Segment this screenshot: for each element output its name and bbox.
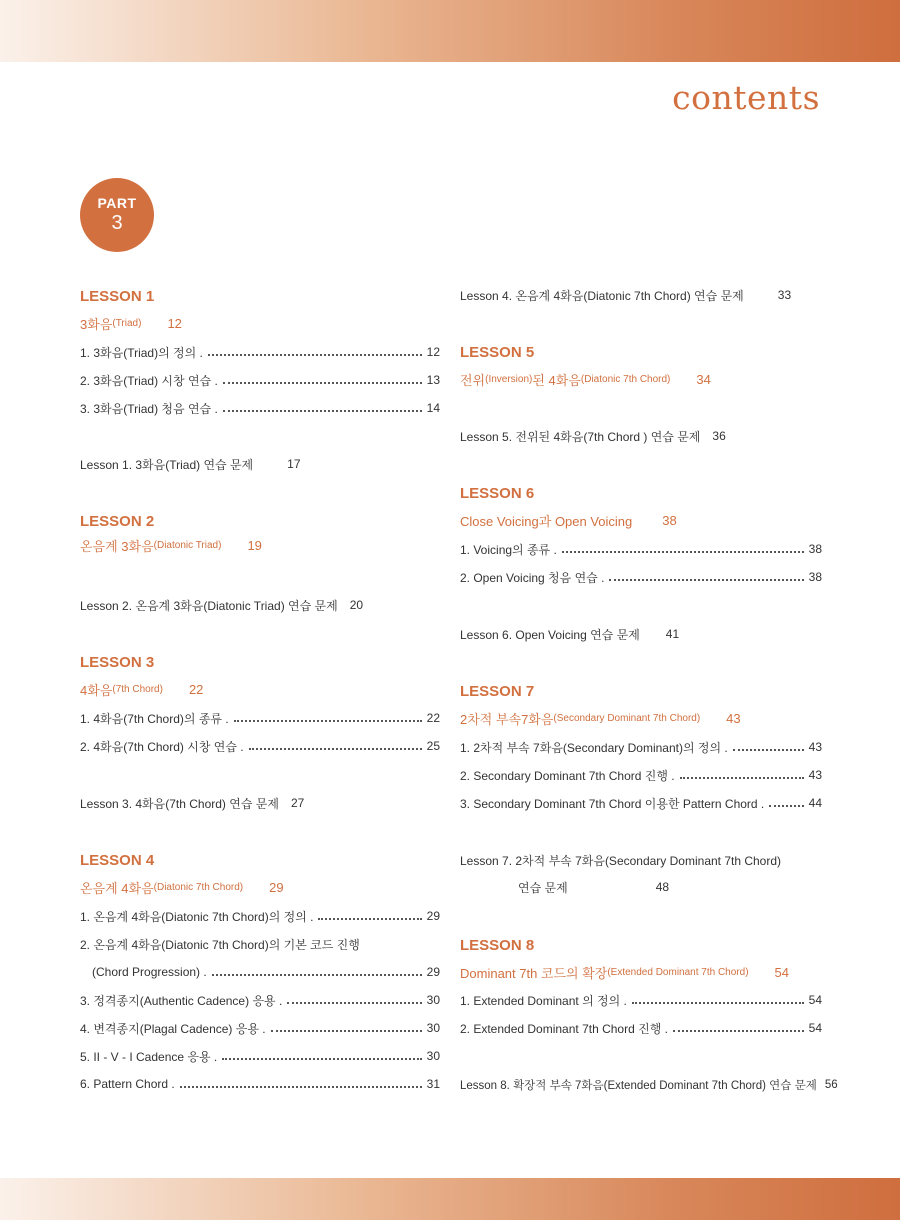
lesson-2-heading[interactable]: LESSON 2 xyxy=(80,512,155,530)
toc-entry[interactable]: 1. Extended Dominant 의 정의 . 54 xyxy=(460,993,822,1008)
footer-band xyxy=(0,1178,900,1220)
toc-entry[interactable]: 4. 변격종지(Plagal Cadence) 응용 . 30 xyxy=(80,1021,440,1036)
lesson-6-subtitle[interactable]: Close Voicing과 Open Voicing 38 xyxy=(460,512,677,529)
toc-entry[interactable]: 1. 2차적 부속 7화음(Secondary Dominant)의 정의 . 43 xyxy=(460,740,822,755)
toc-entry[interactable]: 6. Pattern Chord . 31 xyxy=(80,1077,440,1091)
lesson-5-subtitle[interactable]: 전위 (Inversion) 된 4화음 (Diatonic 7th Chord) 34 xyxy=(460,371,711,388)
lesson-8-heading[interactable]: LESSON 8 xyxy=(460,936,535,954)
lesson-6-heading[interactable]: LESSON 6 xyxy=(460,484,535,502)
toc-entry[interactable]: 2. 온음계 4화음(Diatonic 7th Chord)의 기본 코드 진행 xyxy=(80,937,360,952)
toc-entry[interactable]: 1. 4화음(7th Chord)의 종류 . 22 xyxy=(80,711,440,726)
lesson-5-heading[interactable]: LESSON 5 xyxy=(460,343,535,361)
lesson-1-subtitle[interactable]: 3화음 (Triad) 12 xyxy=(80,315,182,332)
lesson-3-practice[interactable]: Lesson 3. 4화음(7th Chord) 연습 문제 27 xyxy=(80,796,305,811)
lesson-8-practice[interactable]: Lesson 8. 확장적 부속 7화음(Extended Dominant 7th Chord) 연습 문제 56 xyxy=(460,1079,838,1092)
lesson-6-practice[interactable]: Lesson 6. Open Voicing 연습 문제 41 xyxy=(460,627,680,642)
toc-entry[interactable]: 2. Secondary Dominant 7th Chord 진행 . 43 xyxy=(460,768,822,783)
part-badge xyxy=(80,178,154,252)
toc-entry[interactable]: 2. Open Voicing 청음 연습 . 38 xyxy=(460,570,822,585)
toc-entry[interactable]: 2. 4화음(7th Chord) 시창 연습 . 25 xyxy=(80,739,440,754)
lesson-2-practice[interactable]: Lesson 2. 온음계 3화음(Diatonic Triad) 연습 문제 20 xyxy=(80,598,364,613)
lesson-7-practice-cont[interactable]: 연습 문제 48 xyxy=(518,880,670,895)
toc-entry[interactable]: 3. 정격종지(Authentic Cadence) 응용 . 30 xyxy=(80,993,440,1008)
lesson-2-subtitle[interactable]: 온음계 3화음 (Diatonic Triad) 19 xyxy=(80,537,262,554)
lesson-3-heading[interactable]: LESSON 3 xyxy=(80,653,155,671)
lesson-4-practice[interactable]: Lesson 4. 온음계 4화음(Diatonic 7th Chord) 연습 문제 33 xyxy=(460,288,792,303)
toc-entry[interactable]: (Chord Progression) . 29 xyxy=(92,965,440,979)
lesson-5-practice[interactable]: Lesson 5. 전위된 4화음(7th Chord ) 연습 문제 36 xyxy=(460,429,726,444)
lesson-7-practice[interactable]: Lesson 7. 2차적 부속 7화음(Secondary Dominant 7th Chord) xyxy=(460,853,782,868)
lesson-1-heading[interactable]: LESSON 1 xyxy=(80,287,155,305)
lesson-7-subtitle[interactable]: 2차적 부속7화음 (Secondary Dominant 7th Chord) 43 xyxy=(460,710,741,727)
lesson-3-subtitle[interactable]: 4화음 (7th Chord) 22 xyxy=(80,681,204,698)
toc-entry[interactable]: 1. 온음계 4화음(Diatonic 7th Chord)의 정의 . 29 xyxy=(80,909,440,924)
header-band xyxy=(0,0,900,62)
part-label: PART xyxy=(97,195,137,211)
toc-entry[interactable]: 2. Extended Dominant 7th Chord 진행 . 54 xyxy=(460,1021,822,1036)
lesson-4-subtitle[interactable]: 온음계 4화음 (Diatonic 7th Chord) 29 xyxy=(80,879,284,896)
toc-entry[interactable]: 5. II - V - I Cadence 응용 . 30 xyxy=(80,1049,440,1064)
toc-entry[interactable]: 3. 3화음(Triad) 청음 연습 . 14 xyxy=(80,401,440,416)
lesson-7-heading[interactable]: LESSON 7 xyxy=(460,682,535,700)
toc-entry[interactable]: 1. Voicing의 종류 . 38 xyxy=(460,542,822,557)
page-title: contents xyxy=(672,78,820,117)
lesson-1-practice[interactable]: Lesson 1. 3화음(Triad) 연습 문제 17 xyxy=(80,457,301,472)
toc-entry[interactable]: 3. Secondary Dominant 7th Chord 이용한 Pattern Chord . 44 xyxy=(460,796,822,811)
toc-entry[interactable]: 2. 3화음(Triad) 시창 연습 . 13 xyxy=(80,373,440,388)
lesson-8-subtitle[interactable]: Dominant 7th 코드의 확장 (Extended Dominant 7th Chord) 54 xyxy=(460,964,789,981)
part-number: 3 xyxy=(111,212,123,234)
toc-entry[interactable]: 1. 3화음(Triad)의 정의 . 12 xyxy=(80,345,440,360)
lesson-4-heading[interactable]: LESSON 4 xyxy=(80,851,155,869)
